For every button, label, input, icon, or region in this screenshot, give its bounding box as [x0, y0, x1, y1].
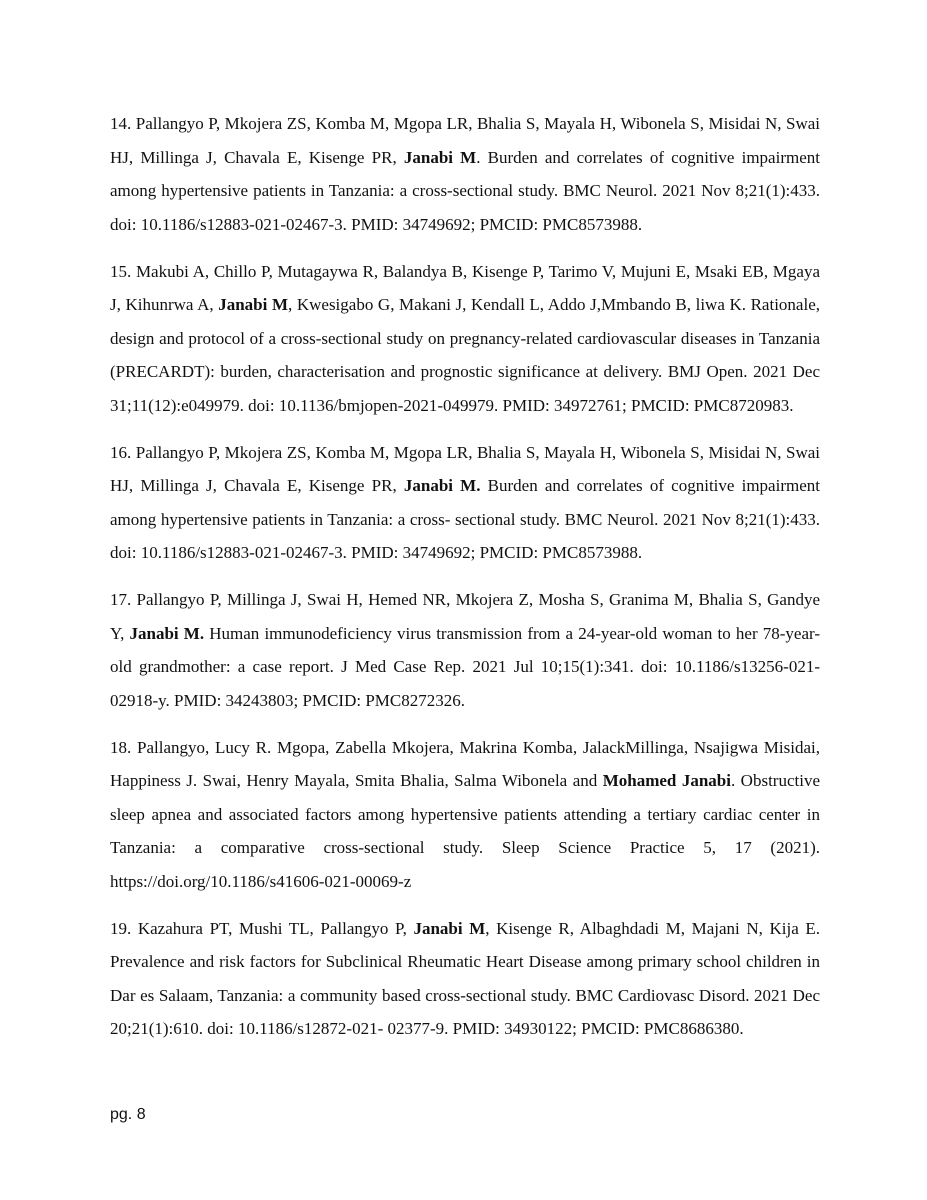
reference-item [110, 583, 820, 717]
reference-item [110, 731, 820, 899]
highlighted-author: Mohamed Janabi [602, 771, 731, 790]
reference-authors: 15. Makubi A, Chillo P, Mutagaywa R, Balandya B, Kisenge P, Tarimo V, Mujuni E, Msaki EB, Mgaya J, Kihunrwa A, [110, 261, 820, 314]
highlighted-author: Janabi M [403, 147, 477, 167]
highlighted-author: Janabi M [218, 295, 288, 314]
reference-item [110, 255, 820, 423]
reference-list [110, 107, 820, 1059]
reference-details: , Kwesigabo G, Makani J, Kendall L, Addo J,Mmbando B, liwa K. Rationale, design and protocol of a cross-sectional study on pregnancy-related cardiovascular diseases in Tanzania (PRECARDT): burden, characterisation and prognostic significance at delivery. BMJ Open. 2021 Dec 31;11(12):e049979. doi: 10.1136/bmjopen-2021-049979. PMID: 34972761; PMCID: PMC8720983. [110, 295, 820, 415]
highlighted-author: Janabi M. [129, 623, 205, 643]
highlighted-author: Janabi M. [403, 476, 481, 495]
reference-item [110, 436, 820, 570]
reference-details: Burden and correlates of cognitive impairment among hypertensive patients in Tanzania: a cross- sectional study. BMC Neurol. 2021 Nov 8;21(1):433. doi: 10.1186/s12883-021-02467-3. PMID: 34749692; PMCID: PMC8573988. [110, 476, 820, 562]
reference-authors: 14. Pallangyo P, Mkojera ZS, Komba M, Mgopa LR, Bhalia S, Mayala H, Wibonela S, Misidai N, Swai HJ, Millinga J, Chavala E, Kisenge PR, [110, 114, 820, 167]
highlighted-author: Janabi M [413, 918, 486, 938]
page-number: pg. 8 [110, 1106, 146, 1123]
reference-authors: 19. Kazahura PT, Mushi TL, Pallangyo P, [110, 918, 414, 938]
reference-item [110, 912, 820, 1046]
reference-item [110, 107, 820, 241]
reference-authors: 18. Pallangyo, Lucy R. Mgopa, Zabella Mkojera, Makrina Komba, JalackMillinga, Nsajigwa Misidai, Happiness J. Swai, Henry Mayala, Smita Bhalia, Salma Wibonela and [110, 737, 820, 790]
reference-details: Human immunodeficiency virus transmission from a 24-year-old woman to her 78-year-old grandmother: a case report. J Med Case Rep. 2021 Jul 10;15(1):341. doi: 10.1186/s13256-021-02918-y. PMID: 34243803; PMCID: PMC8272326. [110, 623, 820, 710]
reference-authors: 16. Pallangyo P, Mkojera ZS, Komba M, Mgopa LR, Bhalia S, Mayala H, Wibonela S, Misidai N, Swai HJ, Millinga J, Chavala E, Kisenge PR, [110, 442, 820, 495]
reference-authors: 17. Pallangyo P, Millinga J, Swai H, Hemed NR, Mkojera Z, Mosha S, Granima M, Bhalia S, Gandye Y, [110, 590, 820, 643]
reference-details: , Kisenge R, Albaghdadi M, Majani N, Kija E. Prevalence and risk factors for Subclinical Rheumatic Heart Disease among primary school children in Dar es Salaam, Tanzania: a community based cross-sectional study. BMC Cardiovasc Disord. 2021 Dec 20;21(1):610. doi: 10.1186/s12872-021- 02377-9. PMID: 34930122; PMCID: PMC8686380. [110, 918, 820, 1038]
reference-details: . Obstructive sleep apnea and associated factors among hypertensive patients attending a tertiary cardiac center in Tanzania: a comparative cross-sectional study. Sleep Science Practice 5, 17 (2021). https://doi.org/10.1186/s41606-021-00069-z [110, 771, 820, 891]
reference-details: . Burden and correlates of cognitive impairment among hypertensive patients in Tanzania: a cross-sectional study. BMC Neurol. 2021 Nov 8;21(1):433. doi: 10.1186/s12883-021-02467-3. PMID: 34749692; PMCID: PMC8573988. [110, 147, 820, 234]
